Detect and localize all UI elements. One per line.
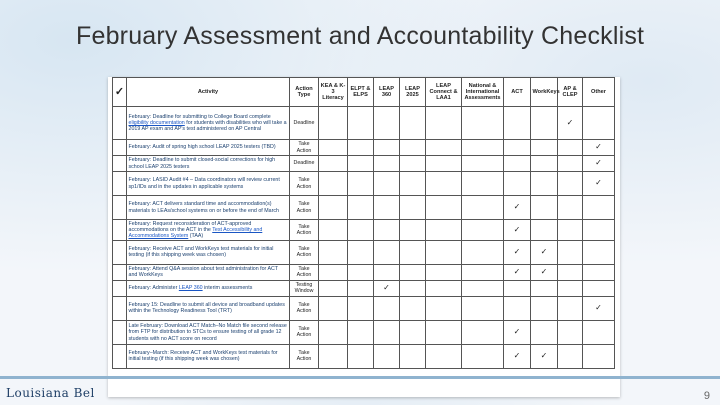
empty-cell: [583, 344, 615, 368]
empty-cell: [558, 240, 583, 264]
page-number: 9: [703, 390, 710, 402]
empty-cell: [462, 172, 504, 196]
empty-cell: [348, 172, 374, 196]
empty-cell: [319, 107, 348, 140]
activity-cell: [127, 344, 290, 368]
action-type-cell: Take Action: [290, 264, 319, 280]
empty-cell: [400, 320, 426, 344]
empty-cell: [400, 107, 426, 140]
table-row: [113, 296, 615, 320]
empty-cell: [504, 296, 531, 320]
column-header: WorkKeys: [531, 78, 558, 107]
activity-text: February: Request reconsideration of ACT-approved accommodations on the ACT in the: [128, 220, 252, 233]
empty-cell: [504, 280, 531, 296]
empty-cell: [400, 240, 426, 264]
empty-cell: [531, 220, 558, 241]
empty-cell: [319, 172, 348, 196]
table-row: [113, 240, 615, 264]
empty-cell: [462, 107, 504, 140]
activity-text: February: Audit of spring high school LEAP 2025 testers (TBD): [128, 144, 276, 151]
empty-cell: [462, 296, 504, 320]
empty-cell: [319, 240, 348, 264]
action-type-cell: Take Action: [290, 320, 319, 344]
table-row: [113, 220, 615, 241]
empty-cell: [400, 156, 426, 172]
empty-cell: [426, 156, 462, 172]
action-type-cell: Take Action: [290, 196, 319, 220]
checkmark-icon: ✓: [504, 320, 531, 344]
empty-cell: [374, 296, 400, 320]
empty-cell: [531, 296, 558, 320]
empty-cell: [319, 264, 348, 280]
empty-cell: [462, 344, 504, 368]
empty-cell: [348, 296, 374, 320]
checkmark-icon: ✓: [583, 156, 615, 172]
empty-cell: [531, 107, 558, 140]
empty-cell: [462, 280, 504, 296]
empty-cell: [374, 240, 400, 264]
column-header: ACT: [504, 78, 531, 107]
empty-cell: [426, 320, 462, 344]
checklist-document: [108, 77, 620, 397]
empty-cell: [426, 280, 462, 296]
logo-text: Louisiana Bel: [6, 386, 95, 400]
empty-cell: [319, 320, 348, 344]
empty-cell: [348, 320, 374, 344]
row-check-cell: [113, 172, 127, 196]
row-check-cell: [113, 107, 127, 140]
empty-cell: [400, 140, 426, 156]
empty-cell: [400, 280, 426, 296]
row-check-cell: [113, 156, 127, 172]
activity-cell: [127, 140, 290, 156]
action-type-cell: Take Action: [290, 296, 319, 320]
empty-cell: [531, 280, 558, 296]
activity-text: February: LASID Audit #4 – Data coordinators will review current sp1/IDs and in the updates in applicable systems: [128, 177, 280, 190]
empty-cell: [462, 320, 504, 344]
column-header: LEAP Connect & LAA1: [426, 78, 462, 107]
activity-text: February: Deadline to submit closed-social corrections for high school LEAP 2025 testers: [128, 157, 276, 170]
empty-cell: [583, 280, 615, 296]
activity-text: for students with disabilities who will take a 2019 AP exam and AP's test administered on AP Central: [128, 119, 287, 133]
empty-cell: [426, 196, 462, 220]
checkmark-icon: ✓: [504, 220, 531, 241]
activity-text: February: Attend Q&A session about test administration for ACT and WorkKeys: [128, 266, 278, 279]
empty-cell: [462, 140, 504, 156]
action-type-cell: Deadline: [290, 107, 319, 140]
activity-cell: [127, 196, 290, 220]
empty-cell: [348, 220, 374, 241]
empty-cell: [558, 264, 583, 280]
table-row: [113, 344, 615, 368]
empty-cell: [400, 344, 426, 368]
empty-cell: [374, 320, 400, 344]
activity-link[interactable]: eligibility documentation: [128, 119, 185, 126]
empty-cell: [583, 220, 615, 241]
empty-cell: [319, 220, 348, 241]
empty-cell: [348, 344, 374, 368]
table-row: [113, 264, 615, 280]
empty-cell: [374, 156, 400, 172]
empty-cell: [558, 344, 583, 368]
activity-text: February: Receive ACT and WorkKeys test materials for initial testing (if this shipping week was chosen): [128, 246, 274, 259]
empty-cell: [426, 172, 462, 196]
empty-cell: [504, 156, 531, 172]
activity-cell: [127, 156, 290, 172]
empty-cell: [558, 172, 583, 196]
activity-cell: [127, 172, 290, 196]
empty-cell: [319, 344, 348, 368]
table-header-row: [113, 78, 615, 107]
activity-text: February 15: Deadline to submit all device and broadband updates within the Technology Readiness Tool (TRT): [128, 302, 285, 315]
empty-cell: [583, 240, 615, 264]
empty-cell: [531, 156, 558, 172]
empty-cell: [319, 196, 348, 220]
activity-text: interim assessments: [202, 285, 253, 292]
row-check-cell: [113, 264, 127, 280]
checkmark-icon: ✓: [583, 296, 615, 320]
activity-text: February–March: Receive ACT and WorkKeys test materials for initial testing (if this shipping week was chosen): [128, 350, 278, 363]
activity-cell: [127, 280, 290, 296]
checkmark-icon: ✓: [583, 172, 615, 196]
empty-cell: [583, 264, 615, 280]
slide-title: February Assessment and Accountability Checklist: [76, 22, 645, 50]
checkmark-icon: ✓: [558, 107, 583, 140]
checkmark-icon: ✓: [531, 264, 558, 280]
empty-cell: [504, 172, 531, 196]
activity-text: Late February: Download ACT Match–No Match file second release from FTP for distribution to STCs to ensure testing of all grade 12 students with no ACT score on record: [128, 322, 287, 342]
column-header: Other: [583, 78, 615, 107]
row-check-cell: [113, 140, 127, 156]
empty-cell: [558, 156, 583, 172]
empty-cell: [583, 107, 615, 140]
empty-cell: [348, 107, 374, 140]
action-type-cell: Take Action: [290, 240, 319, 264]
empty-cell: [400, 196, 426, 220]
empty-cell: [558, 320, 583, 344]
column-header: ELPT & ELPS: [348, 78, 374, 107]
table-row: [113, 140, 615, 156]
empty-cell: [348, 240, 374, 264]
column-header: LEAP 2025: [400, 78, 426, 107]
empty-cell: [558, 280, 583, 296]
empty-cell: [374, 264, 400, 280]
empty-cell: [504, 107, 531, 140]
activity-link[interactable]: LEAP 360: [178, 285, 203, 292]
column-header: Action Type: [290, 78, 319, 107]
checkmark-icon: ✓: [374, 280, 400, 296]
empty-cell: [374, 196, 400, 220]
checkmark-icon: ✓: [583, 140, 615, 156]
action-type-cell: Deadline: [290, 156, 319, 172]
column-header: National & International Assessments: [462, 78, 504, 107]
column-header: AP & CLEP: [558, 78, 583, 107]
row-check-cell: [113, 296, 127, 320]
empty-cell: [531, 172, 558, 196]
header-check-icon: ✓: [113, 78, 127, 107]
empty-cell: [374, 344, 400, 368]
table-row: [113, 196, 615, 220]
activity-text: February: Deadline for submitting to College Board complete: [128, 113, 271, 120]
action-type-cell: Take Action: [290, 344, 319, 368]
action-type-cell: Take Action: [290, 140, 319, 156]
empty-cell: [462, 220, 504, 241]
empty-cell: [462, 240, 504, 264]
empty-cell: [426, 296, 462, 320]
table-body: [113, 107, 615, 369]
empty-cell: [374, 220, 400, 241]
table-row: [113, 107, 615, 140]
action-type-cell: Take Action: [290, 220, 319, 241]
table-row: [113, 172, 615, 196]
table-row: [113, 156, 615, 172]
empty-cell: [558, 296, 583, 320]
empty-cell: [583, 320, 615, 344]
checklist-table: [112, 77, 615, 369]
activity-cell: [127, 107, 290, 140]
empty-cell: [558, 220, 583, 241]
activity-text: February: Administer: [128, 285, 179, 292]
footer-rule: [0, 376, 720, 379]
empty-cell: [319, 280, 348, 296]
activity-cell: [127, 264, 290, 280]
action-type-cell: Testing Window: [290, 280, 319, 296]
empty-cell: [319, 156, 348, 172]
empty-cell: [319, 296, 348, 320]
empty-cell: [400, 296, 426, 320]
empty-cell: [348, 140, 374, 156]
checkmark-icon: ✓: [504, 344, 531, 368]
empty-cell: [426, 240, 462, 264]
activity-cell: [127, 240, 290, 264]
empty-cell: [319, 140, 348, 156]
empty-cell: [400, 220, 426, 241]
table-row: [113, 320, 615, 344]
row-check-cell: [113, 196, 127, 220]
empty-cell: [426, 140, 462, 156]
empty-cell: [374, 172, 400, 196]
column-header: Activity: [127, 78, 290, 107]
empty-cell: [426, 220, 462, 241]
row-check-cell: [113, 344, 127, 368]
empty-cell: [426, 344, 462, 368]
empty-cell: [348, 156, 374, 172]
empty-cell: [374, 140, 400, 156]
empty-cell: [348, 264, 374, 280]
column-header: KEA & K-3 Literacy: [319, 78, 348, 107]
activity-link[interactable]: Test Accessibility and Accommodations System: [128, 226, 263, 240]
checkmark-icon: ✓: [531, 344, 558, 368]
column-header: LEAP 360: [374, 78, 400, 107]
checkmark-icon: ✓: [531, 240, 558, 264]
checkmark-icon: ✓: [504, 196, 531, 220]
empty-cell: [348, 280, 374, 296]
activity-cell: [127, 220, 290, 241]
empty-cell: [348, 196, 374, 220]
empty-cell: [504, 140, 531, 156]
empty-cell: [531, 140, 558, 156]
empty-cell: [462, 196, 504, 220]
empty-cell: [400, 264, 426, 280]
empty-cell: [531, 196, 558, 220]
empty-cell: [583, 196, 615, 220]
row-check-cell: [113, 240, 127, 264]
row-check-cell: [113, 320, 127, 344]
empty-cell: [426, 264, 462, 280]
empty-cell: [531, 320, 558, 344]
activity-text: (TAA): [188, 233, 204, 240]
row-check-cell: [113, 220, 127, 241]
empty-cell: [462, 156, 504, 172]
activity-cell: [127, 296, 290, 320]
activity-cell: [127, 320, 290, 344]
activity-text: February: ACT delivers standard time and accommodation(s) materials to LEAs/school systems on or before the end of March: [128, 201, 279, 214]
empty-cell: [426, 107, 462, 140]
action-type-cell: Take Action: [290, 172, 319, 196]
empty-cell: [558, 140, 583, 156]
checkmark-icon: ✓: [504, 264, 531, 280]
table-row: [113, 280, 615, 296]
checkmark-icon: ✓: [504, 240, 531, 264]
empty-cell: [558, 196, 583, 220]
empty-cell: [374, 107, 400, 140]
row-check-cell: [113, 280, 127, 296]
empty-cell: [462, 264, 504, 280]
empty-cell: [400, 172, 426, 196]
